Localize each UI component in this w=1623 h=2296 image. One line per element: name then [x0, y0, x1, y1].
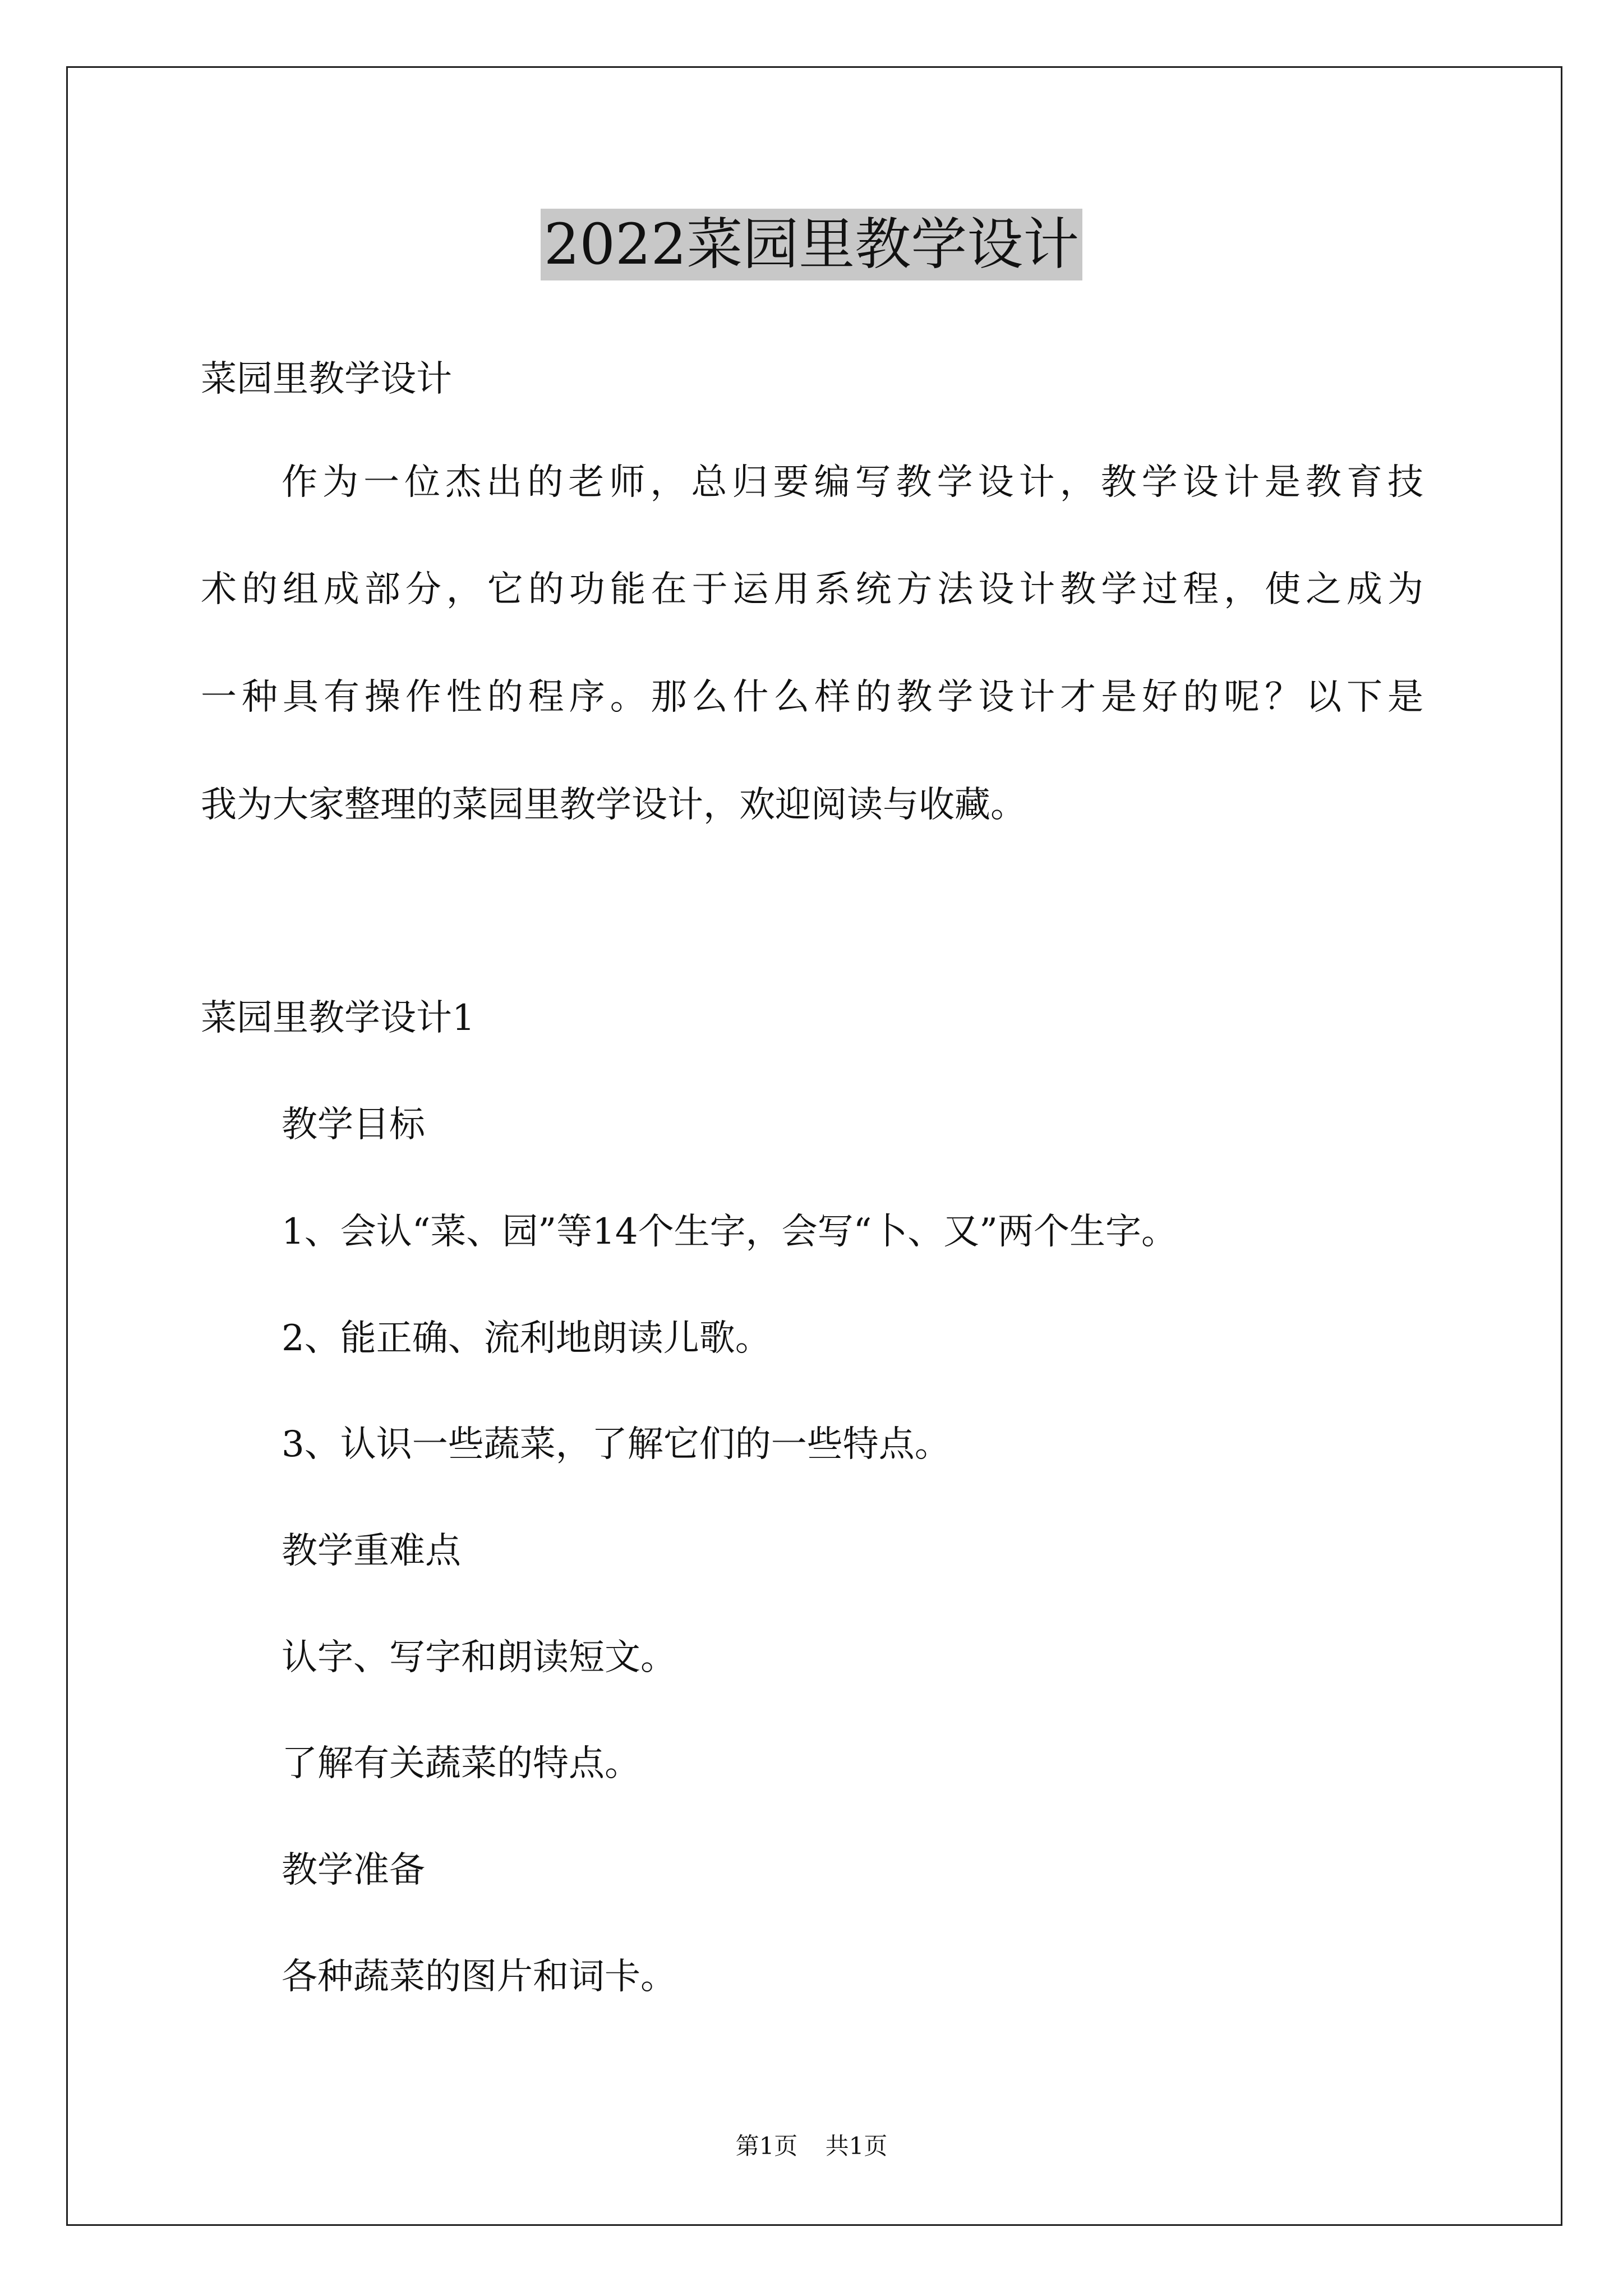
page-number: 第1页	[735, 2132, 798, 2160]
title-container	[0, 209, 1623, 280]
intro-line-4: 我为大家整理的菜园里教学设计，欢迎阅读与收藏。	[201, 784, 1026, 826]
goal-item-2: 2、能正确、流利地朗读儿歌。	[282, 1318, 771, 1359]
preparation-heading: 教学准备	[282, 1849, 425, 1891]
intro-line-3: 一种具有操作性的程序。那么什么样的教学设计才是好的呢？以下是	[201, 677, 1423, 718]
key-point-item-2: 了解有关蔬菜的特点。	[282, 1743, 640, 1784]
page-total: 共1页	[825, 2132, 888, 2160]
page-footer	[0, 2131, 1623, 2162]
goals-heading: 教学目标	[282, 1104, 425, 1145]
goal-item-1: 1、会认“菜、园”等14个生字，会写“卜、又”两个生字。	[282, 1211, 1178, 1253]
document-subtitle: 菜园里教学设计	[201, 358, 452, 400]
intro-line-2: 术的组成部分，它的功能在于运用系统方法设计教学过程，使之成为	[201, 569, 1423, 610]
key-point-item-1: 认字、写字和朗读短文。	[282, 1637, 676, 1678]
preparation-text: 各种蔬菜的图片和词卡。	[282, 1956, 676, 1998]
section-heading: 菜园里教学设计1	[201, 997, 475, 1039]
document-title: 2022菜园里教学设计	[541, 209, 1083, 280]
intro-line-1: 作为一位杰出的老师，总归要编写教学设计，教学设计是教育技	[282, 462, 1423, 503]
key-points-heading: 教学重难点	[282, 1530, 461, 1572]
goal-item-3: 3、认识一些蔬菜，了解它们的一些特点。	[282, 1424, 951, 1465]
